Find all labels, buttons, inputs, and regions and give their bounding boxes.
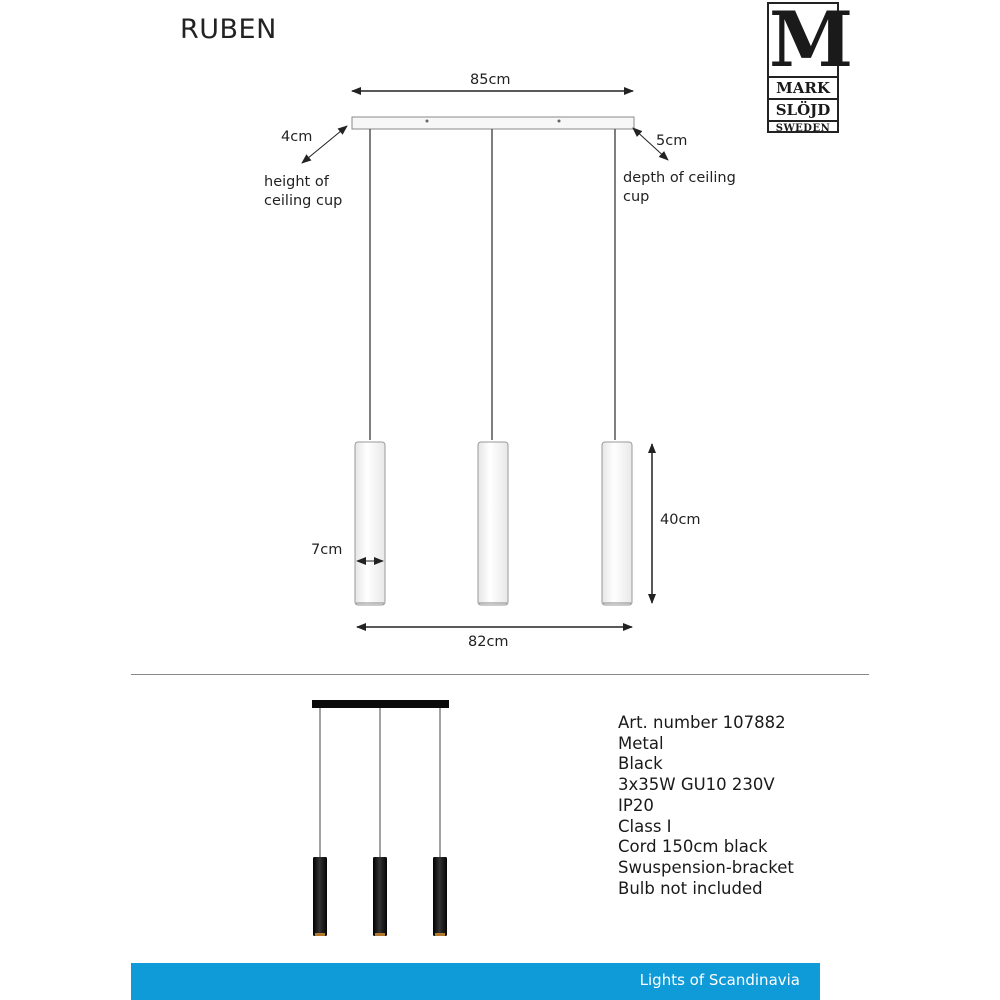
spec-item: Swuspension-bracket xyxy=(618,857,794,877)
shade-right xyxy=(602,442,632,605)
spec-item: Metal xyxy=(618,733,664,753)
shade-left xyxy=(355,442,385,605)
width-bottom-label: 82cm xyxy=(468,634,509,650)
spec-item: Class I xyxy=(618,816,672,836)
logo-letter: M xyxy=(769,0,854,84)
logo-word-mark: MARK xyxy=(769,76,837,98)
spec-list xyxy=(618,713,794,899)
ceiling-canopy xyxy=(352,117,634,129)
depth-cup-caption-1: depth of ceiling xyxy=(623,170,736,186)
spec-item: IP20 xyxy=(618,795,654,815)
depth-cup-caption-2: cup xyxy=(623,189,650,205)
height-cup-caption-1: height of xyxy=(264,174,329,190)
spec-item: Bulb not included xyxy=(618,878,763,898)
footer-tagline: Lights of Scandinavia xyxy=(639,971,800,989)
spec-item: Cord 150cm black xyxy=(618,837,768,857)
shade-middle xyxy=(478,442,508,605)
section-divider xyxy=(131,674,869,675)
height-cup-caption-2: ceiling cup xyxy=(264,193,343,209)
width-top-label: 85cm xyxy=(470,72,511,88)
product-photo xyxy=(312,700,449,936)
logo-word-slojd: SLÖJD xyxy=(769,98,837,120)
spec-item: Art. number 107882 xyxy=(618,713,786,732)
product-title: RUBEN xyxy=(180,14,277,45)
spec-item: Black xyxy=(618,754,663,774)
depth-cup-value: 5cm xyxy=(656,133,688,149)
shade-diameter-label: 7cm xyxy=(311,542,343,558)
logo-word-sweden: SWEDEN xyxy=(769,120,837,135)
height-cup-value: 4cm xyxy=(281,129,313,145)
shade-height-label: 40cm xyxy=(660,512,701,528)
footer-bar xyxy=(131,963,820,1000)
spec-item: 3x35W GU10 230V xyxy=(618,775,775,795)
